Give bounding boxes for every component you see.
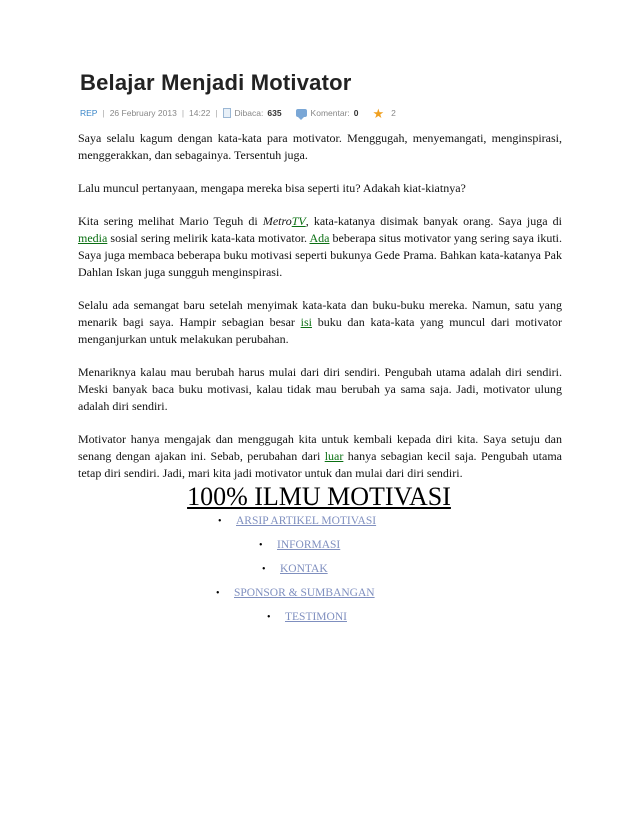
nav-link-testimoni[interactable]: TESTIMONI (285, 611, 347, 623)
paragraph-3 (78, 213, 562, 281)
comments-label: Komentar: (310, 108, 350, 118)
text-segment: sosial sering melirik kata-kata motivator. (107, 231, 310, 245)
bullet-icon: • (216, 588, 220, 599)
text-segment: Kita sering melihat Mario Teguh di (78, 214, 263, 228)
text-segment: Motivator hanya mengajak dan menggugah kita untuk kembali kepada diri kita. Saya setuju dan senang dengan ajakan ini. Sebab, perubahan dari (78, 432, 562, 463)
list-item (216, 587, 375, 599)
bullet-icon: • (262, 564, 266, 575)
post-date: 26 February 2013 (109, 108, 177, 118)
star-icon[interactable]: ★ (372, 105, 385, 121)
text-segment: hanya sebagian kecil saja. Pengubah utama tetap diri sendiri. Jadi, mari kita jadi motivator untuk dan mulai dari diri sendiri. (78, 449, 562, 480)
nav-link-informasi[interactable]: INFORMASI (277, 539, 341, 551)
meta-separator: | (102, 108, 105, 118)
list-item (262, 563, 328, 575)
text-segment: , kata-katanya disimak banyak orang. Saya juga di (305, 214, 562, 228)
nav-link-kontak[interactable]: KONTAK (280, 563, 328, 575)
nav-link-arsip[interactable]: ARSIP ARTIKEL MOTIVASI (236, 515, 377, 527)
views-count: 635 (267, 108, 282, 118)
text-segment: Selalu ada semangat baru setelah menyimak kata-kata dan buku-buku mereka. Namun, satu yang menarik bagi saya. Hampir sebagian besar (78, 298, 562, 329)
author-link[interactable]: REP (80, 108, 98, 118)
star-count: 2 (391, 108, 396, 118)
article-body (78, 130, 562, 498)
site-heading-text: 100% ILMU MOTIVASI (187, 482, 451, 511)
article-title: Belajar Menjadi Motivator (80, 70, 352, 95)
list-item (218, 515, 376, 527)
paragraph-2: Lalu muncul pertanyaan, mengapa mereka bisa seperti itu? Adakah kiat-kiatnya? (78, 181, 466, 195)
paragraph-4 (78, 297, 562, 348)
article-meta (80, 106, 396, 120)
list-item (267, 611, 347, 623)
link-luar[interactable]: luar (324, 449, 344, 463)
nav-link-sponsor[interactable]: SPONSOR & SUMBANGAN (234, 587, 375, 599)
paragraph-1: Saya selalu kagum dengan kata-kata para motivator. Menggugah, menyemangati, menginspirasi, menggerakkan, dan sebagainya. Tersentuh juga. (78, 131, 562, 162)
text-segment: beberapa situs motivator yang sering saya ikuti. Saya juga membaca beberapa buku motivasi seperti bukunya Gede Prama. Bahkan kata-katanya Pak Dahlan Iskan juga sungguh menginspirasi. (78, 231, 563, 279)
comments-count: 0 (353, 108, 359, 118)
post-time: 14:22 (189, 108, 211, 118)
site-heading (0, 482, 638, 512)
meta-separator: | (215, 108, 218, 118)
link-media[interactable]: media (78, 231, 108, 245)
paragraph-5: Menariknya kalau mau berubah harus mulai dari diri sendiri. Pengubah utama adalah diri sendiri. Meski banyak baca buku motivasi, kalau tidak mau berubah ya sama saja. Jadi, motivator ulung adalah diri sendiri. (78, 365, 562, 413)
list-item (259, 539, 340, 551)
meta-separator: | (181, 108, 185, 118)
views-label: Dibaca: (234, 108, 264, 118)
paragraph-6 (78, 431, 562, 482)
text-segment: Metro (262, 214, 292, 228)
bullet-icon: • (267, 612, 271, 623)
comment-bubble-icon (296, 109, 307, 117)
link-ada[interactable]: Ada (309, 231, 330, 245)
text-segment: buku dan kata-kata yang muncul dari motivator menganjurkan untuk melakukan perubahan. (78, 315, 562, 346)
link-isi[interactable]: isi (300, 315, 312, 329)
link-tv[interactable]: TV (291, 214, 306, 228)
bullet-icon: • (218, 516, 222, 527)
document-icon (223, 108, 231, 118)
bullet-icon: • (259, 540, 263, 551)
